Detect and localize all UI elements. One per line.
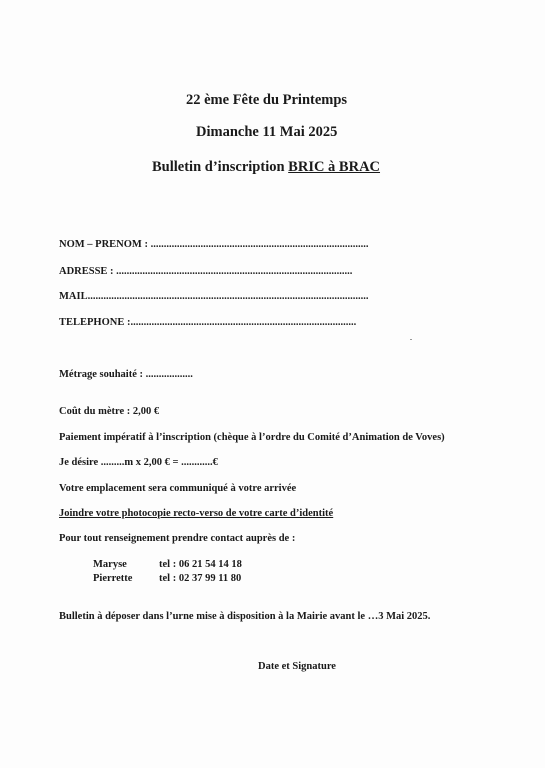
contact-intro: Pour tout renseignement prendre contact auprès de : [59, 533, 296, 544]
price-per-meter: Coût du mètre : 2,00 € [59, 406, 160, 417]
name-field[interactable]: NOM – PRENOM : ................................................................................... [59, 239, 369, 250]
mail-field[interactable]: MAIL........................................................................................................... [59, 291, 369, 302]
deposit-instructions: Bulletin à déposer dans l’urne mise à disposition à la Mairie avant le …3 Mai 2025. [59, 611, 431, 622]
payment-note: Paiement impératif à l’inscription (chèque à l’ordre du Comité d’Animation de Voves) [59, 432, 445, 443]
date-signature-label: Date et Signature [258, 661, 336, 672]
form-title-prefix: Bulletin d’inscription [152, 159, 289, 175]
event-date: Dimanche 11 Mai 2025 [196, 124, 338, 140]
contact-name-2: Pierrette [93, 573, 133, 584]
contact-tel-2: tel : 02 37 99 11 80 [159, 573, 242, 584]
contact-name-1: Maryse [93, 559, 127, 570]
address-field[interactable]: ADRESSE : .......................................................................................... [59, 266, 353, 277]
length-field[interactable]: Métrage souhaité : .................. [59, 369, 193, 380]
phone-field[interactable]: TELEPHONE :...................................................................................... [59, 317, 357, 328]
contact-tel-1: tel : 06 21 54 14 18 [159, 559, 242, 570]
id-copy-note: Joindre votre photocopie recto-verso de votre carte d’identité [59, 508, 334, 519]
form-title [152, 160, 380, 175]
location-note: Votre emplacement sera communiqué à votre arrivée [59, 483, 297, 494]
form-title-category: BRIC à BRAC [288, 159, 381, 175]
scan-speck [410, 339, 412, 340]
event-title: 22 ème Fête du Printemps [186, 92, 348, 108]
desired-length-field[interactable]: Je désire .........m x 2,00 € = ............€ [59, 457, 218, 468]
